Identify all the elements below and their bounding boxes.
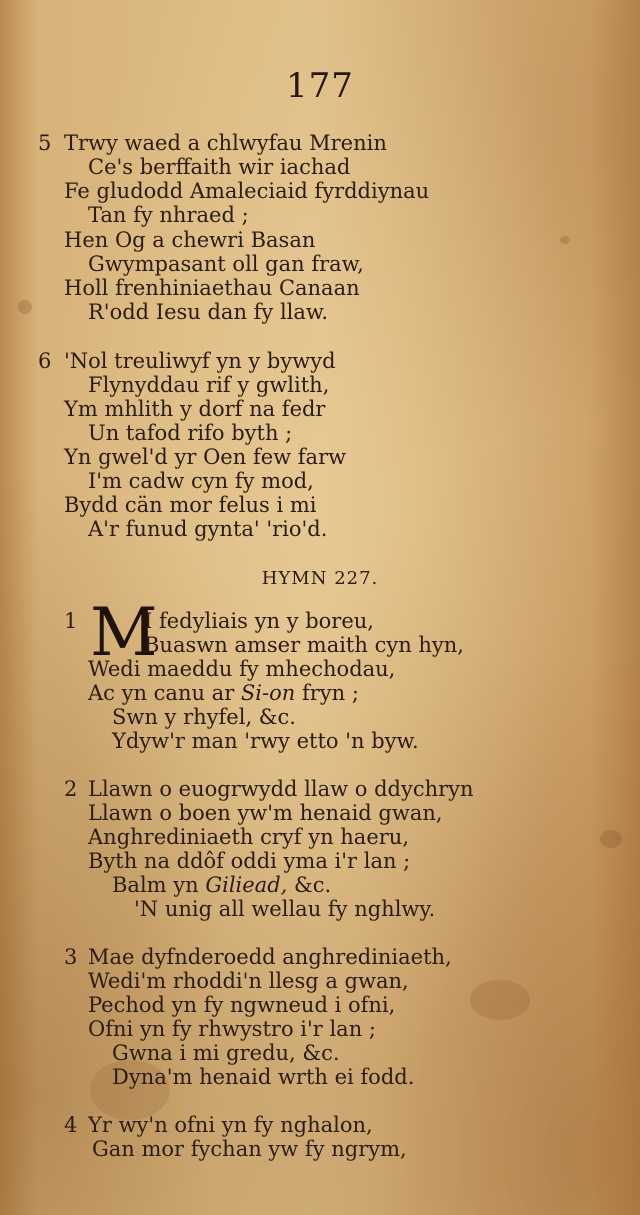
- verse-line: Llawn o boen yw'm henaid gwan,: [88, 801, 443, 825]
- foxing-spot: [560, 236, 570, 244]
- stanza-number: 4: [64, 1113, 78, 1137]
- verse-line: Ofni yn fy rhwystro i'r lan ;: [88, 1017, 376, 1041]
- verse-line: Dyna'm henaid wrth ei fodd.: [112, 1065, 415, 1089]
- verse-line: 'N unig all wellau fy nghlwy.: [134, 897, 436, 921]
- stanza-number: 5: [38, 131, 52, 155]
- stanza-number: 1: [64, 609, 78, 633]
- verse-line: Bydd cän mor felus i mi: [64, 493, 317, 517]
- verse-line: R'odd Iesu dan fy llaw.: [88, 300, 329, 324]
- verse-line: Fe gludodd Amaleciaid fyrddiynau: [64, 179, 430, 203]
- verse-line: Wedi maeddu fy mhechodau,: [88, 657, 396, 681]
- verse-line: Un tafod rifo byth ;: [88, 421, 293, 445]
- verse-line: Ce's berffaith wir iachad: [88, 155, 351, 179]
- verse-line: Yr wy'n ofni yn fy nghalon,: [88, 1113, 373, 1137]
- verse-line: Buaswn amser maith cyn hyn,: [144, 633, 464, 657]
- hymn-title: HYMN 227.: [261, 568, 379, 589]
- verse-line: I'm cadw cyn fy mod,: [88, 469, 314, 493]
- verse-line: Hen Og a chewri Basan: [64, 228, 316, 252]
- refrain-line: [112, 873, 331, 897]
- verse-line: Trwy waed a chlwyfau Mrenin: [64, 131, 387, 155]
- verse-line: Gan mor fychan yw fy ngrym,: [92, 1137, 407, 1161]
- verse-text: &c.: [287, 873, 332, 897]
- verse-line: Anghrediniaeth cryf yn haeru,: [88, 825, 409, 849]
- verse-line: Flynyddau rif y gwlith,: [88, 373, 330, 397]
- verse-line: Yn gwel'd yr Oen few farw: [64, 445, 347, 469]
- verse-italic: Giliead,: [205, 873, 288, 897]
- verse-text: Ac yn canu ar: [88, 681, 241, 705]
- verse-line: [88, 681, 359, 705]
- verse-line: Gwympasant oll gan fraw,: [88, 252, 364, 276]
- verse-line: A'r funud gynta' 'rio'd.: [88, 517, 328, 541]
- verse-line: Byth na ddôf oddi yma i'r lan ;: [88, 849, 411, 873]
- verse-line: 'Nol treuliwyf yn y bywyd: [64, 349, 336, 373]
- verse-line: Mae dyfnderoedd anghrediniaeth,: [88, 945, 452, 969]
- stanza-number: 2: [64, 777, 78, 801]
- verse-line: Ydyw'r man 'rwy etto 'n byw.: [112, 729, 419, 753]
- page-number: 177: [286, 66, 354, 106]
- foxing-spot: [18, 300, 32, 314]
- verse-line: Ym mhlith y dorf na fedr: [64, 397, 326, 421]
- verse-line: Wedi'm rhoddi'n llesg a gwan,: [88, 969, 409, 993]
- verse-line: Holl frenhiniaethau Canaan: [64, 276, 360, 300]
- foxing-spot: [470, 980, 530, 1020]
- verse-line: Llawn o euogrwydd llaw o ddychryn: [88, 777, 474, 801]
- verse-line: I fedyliais yn y boreu,: [144, 609, 374, 633]
- verse-line: Tan fy nhraed ;: [88, 203, 249, 227]
- verse-text: fryn ;: [295, 681, 359, 705]
- verse-line: Pechod yn fy ngwneud i ofni,: [88, 993, 396, 1017]
- verse-text: Balm yn: [112, 873, 206, 897]
- stanza-number: 6: [38, 349, 52, 373]
- refrain-line: Gwna i mi gredu, &c.: [112, 1041, 340, 1065]
- drop-cap: M: [90, 594, 158, 671]
- foxing-spot: [600, 830, 622, 848]
- verse-italic: Si-on: [240, 681, 296, 705]
- stanza-number: 3: [64, 945, 78, 969]
- refrain-line: Swn y rhyfel, &c.: [112, 705, 296, 729]
